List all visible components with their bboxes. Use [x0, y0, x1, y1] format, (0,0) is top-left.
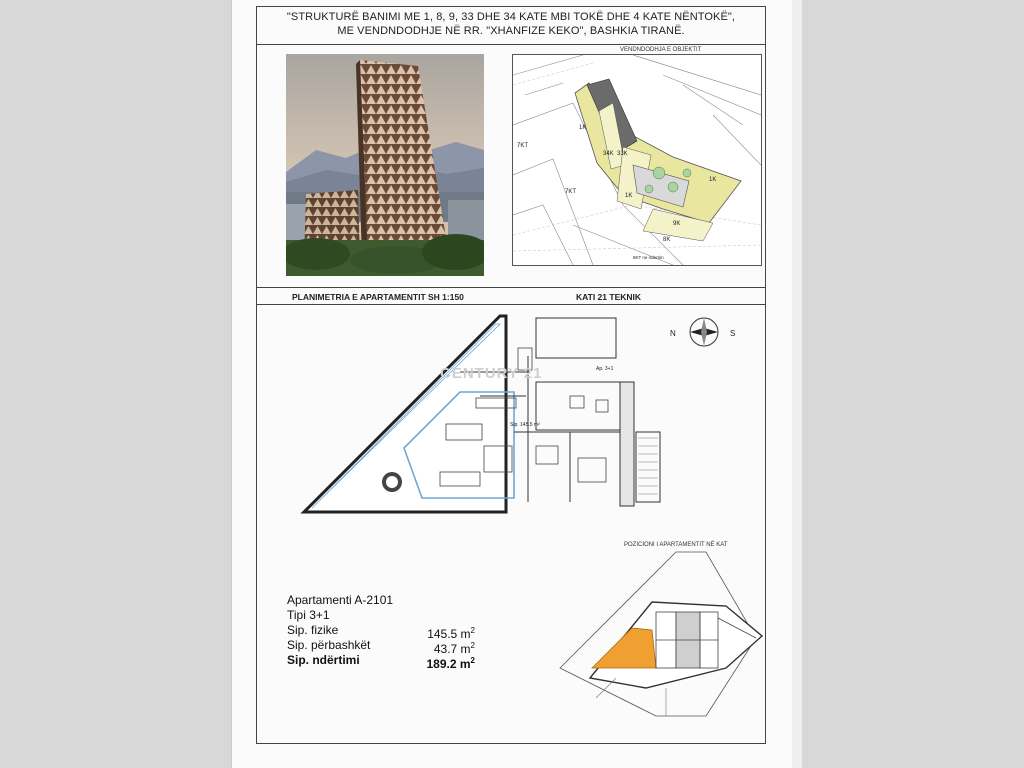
- area-row-construction: [287, 653, 487, 671]
- location-map-label: VENDNDODHJA E OBJEKTIT: [620, 47, 702, 53]
- apartment-name: Apartamenti A-2101: [287, 593, 394, 607]
- position-map-label: POZICIONI I APARTAMENTIT NË KAT: [624, 542, 728, 548]
- compass-icon: [668, 312, 740, 352]
- area-value: 145.5 $m^2$: [427, 626, 475, 641]
- area-row-physical: [287, 623, 487, 641]
- compass: [668, 312, 740, 352]
- divider-plan-labels: [256, 304, 766, 305]
- block-label: 1K: [625, 193, 633, 199]
- area-label: Sip. ndërtimi: [287, 653, 360, 667]
- floor-title: KATI 21 TEKNIK: [576, 292, 642, 302]
- location-map-drawing: [513, 55, 761, 265]
- apartment-tag: Ap. 3+1: [596, 366, 614, 372]
- watermark: CENTURY 21: [440, 365, 543, 382]
- area-value: 43.7 $m^2$: [433, 641, 475, 656]
- apartment-type: Tipi 3+1: [287, 608, 330, 622]
- project-title: [262, 10, 760, 38]
- floor-plan: [300, 312, 670, 520]
- block-label: 8K: [663, 237, 671, 243]
- location-map: [512, 54, 762, 266]
- block-label: 1K: [579, 125, 587, 131]
- project-title-line1: "STRUKTURË BANIMI ME 1, 8, 9, 33 DHE 34 KATE MBI TOKË DHE 4 KATE NËNTOKË",: [286, 11, 736, 23]
- area-value: 189.2 $m^2$: [426, 656, 475, 671]
- area-row-common: [287, 638, 487, 656]
- map-note: 8KT ne ndertim: [633, 255, 664, 260]
- project-title-line2: ME VENDNDODHJE NË RR. "XHANFIZE KEKO", BASHKIA TIRANË.: [337, 25, 685, 37]
- position-map: [556, 548, 764, 718]
- block-label: 1K: [709, 177, 717, 183]
- block-label: 7KT: [565, 189, 577, 195]
- floor-plan-drawing: [300, 312, 670, 520]
- divider-header: [256, 44, 766, 45]
- building-render: [286, 54, 484, 276]
- block-label: 7KT: [517, 143, 529, 149]
- block-label: 34K: [603, 151, 614, 157]
- plan-title: PLANIMETRIA E APARTAMENTIT SH 1:150: [292, 292, 464, 302]
- area-label: Sip. përbashkët: [287, 638, 371, 652]
- apartment-info: [287, 593, 487, 671]
- block-label: 33K: [617, 151, 628, 157]
- divider-images: [256, 287, 766, 288]
- compass-north: N: [670, 329, 676, 338]
- block-label: 9K: [673, 221, 681, 227]
- position-map-drawing: [556, 548, 764, 718]
- page-edge: [792, 0, 802, 768]
- building-render-illustration: [286, 54, 484, 276]
- area-label: Sip. fizike: [287, 623, 339, 637]
- area-tag: Sip. 145.5 m²: [510, 422, 540, 428]
- compass-south: S: [730, 329, 736, 338]
